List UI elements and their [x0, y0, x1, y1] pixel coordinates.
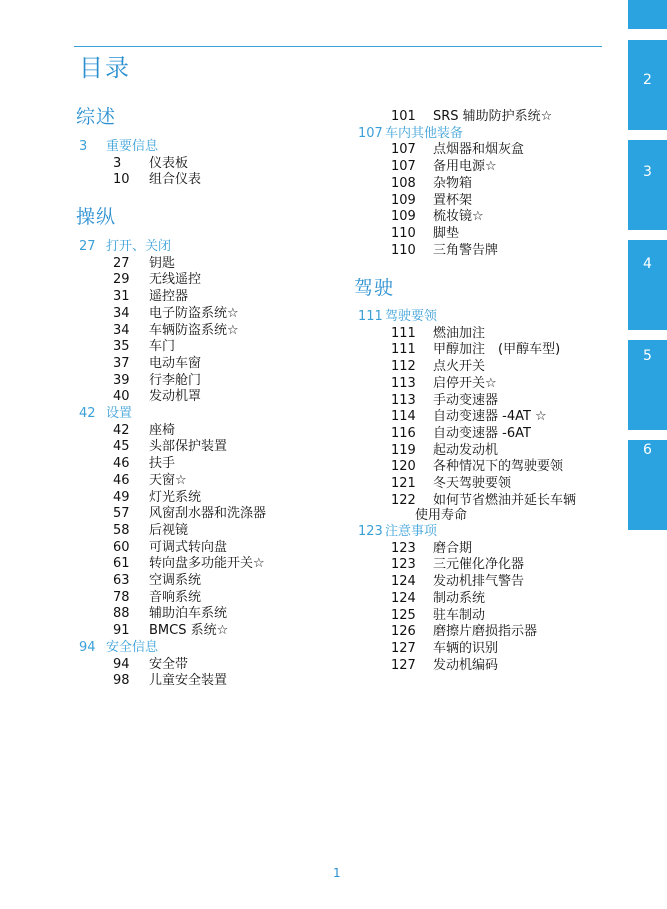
toc-entry[interactable] [391, 574, 524, 590]
toc-entry-text: 扶手 [149, 456, 176, 472]
toc-entry-text: 三元催化净化器 [433, 557, 525, 573]
toc-entry-continuation: 使用寿命 [415, 508, 468, 523]
toc-entry[interactable] [113, 657, 188, 673]
toc-entry[interactable] [391, 658, 498, 674]
toc-entry-text: 重要信息 [106, 139, 159, 154]
toc-entry-text: 灯光系统 [149, 489, 202, 505]
page-number: 1 [333, 866, 341, 880]
toc-entry[interactable] [113, 590, 201, 606]
toc-entry-text: 发动机罩 [149, 389, 202, 405]
toc-entry[interactable] [391, 359, 485, 375]
toc-entry-text: 车辆防盗系统☆ [149, 322, 239, 338]
toc-page-number: 112 [391, 359, 416, 375]
toc-entry-text: 遥控器 [149, 289, 189, 305]
toc-entry[interactable] [113, 306, 239, 322]
toc-page-number: 27 [113, 255, 130, 271]
toc-page-number: 127 [391, 657, 416, 673]
toc-entry-text: 天窗☆ [149, 472, 187, 488]
toc-page-number: 107 [391, 142, 416, 158]
toc-entry[interactable] [113, 172, 201, 188]
chapter-tab-2[interactable] [628, 40, 667, 130]
toc-page-number: 107 [391, 159, 416, 175]
toc-entry[interactable] [113, 540, 227, 556]
toc-category[interactable] [358, 524, 437, 540]
toc-entry-text: 车内其他装备 [385, 125, 464, 141]
toc-page-number: 58 [113, 522, 130, 538]
toc-entry[interactable] [391, 541, 472, 557]
toc-entry-text: 磨合期 [433, 540, 473, 556]
toc-page-number: 37 [113, 355, 130, 371]
toc-entry[interactable] [113, 606, 227, 622]
toc-entry-text: 组合仪表 [149, 172, 202, 188]
toc-page-number: 91 [113, 623, 130, 639]
chapter-tab-label: 6 [643, 442, 652, 458]
toc-entry[interactable] [113, 156, 188, 172]
toc-entry[interactable] [113, 272, 201, 288]
toc-page-number: 124 [391, 590, 416, 606]
toc-entry-text: 仪表板 [149, 155, 189, 171]
toc-entry-text: 无线遥控 [149, 272, 202, 288]
toc-page-number: 27 [79, 239, 96, 254]
toc-entry-text: 各种情况下的驾驶要领 [433, 459, 564, 475]
toc-entry[interactable] [391, 459, 563, 475]
toc-entry-text: 冬天驾驶要领 [433, 476, 512, 491]
toc-entry-text: 安全带 [149, 656, 189, 672]
toc-page-number: 110 [391, 242, 416, 258]
toc-entry-text: 点火开关 [433, 359, 486, 375]
toc-page-number: 101 [391, 109, 416, 124]
toc-entry-text: 手动变速器 [433, 392, 499, 408]
toc-entry[interactable] [391, 326, 485, 342]
side-tab-header [628, 0, 667, 29]
chapter-tab-label: 2 [643, 72, 652, 88]
toc-entry-text: 三角警告牌 [433, 242, 499, 258]
toc-entry-text: 杂物箱 [433, 175, 473, 191]
toc-entry-text: 风窗刮水器和洗涤器 [149, 506, 267, 522]
toc-page-number: 60 [113, 539, 130, 555]
toc-category[interactable] [358, 309, 437, 325]
toc-page-number: 120 [391, 459, 416, 475]
toc-entry-text: 车辆的识别 [433, 640, 499, 656]
section-heading-driving: 驾驶 [354, 277, 395, 299]
toc-entry[interactable] [113, 423, 175, 439]
toc-entry-text: 行李舱门 [149, 372, 202, 388]
toc-entry[interactable] [113, 356, 201, 372]
toc-page-number: 63 [113, 573, 130, 588]
toc-category[interactable] [79, 239, 171, 255]
toc-entry-text: 设置 [106, 406, 133, 421]
toc-page-number: 107 [358, 125, 383, 141]
header-rule [74, 46, 602, 47]
toc-page-number: 61 [113, 556, 130, 572]
toc-entry[interactable] [113, 289, 188, 305]
toc-entry[interactable] [391, 476, 511, 492]
toc-page-number: 109 [391, 209, 416, 225]
toc-entry-text: 甲醇加注 (甲醇车型) [433, 342, 561, 358]
toc-entry-text: 音响系统 [149, 589, 202, 605]
toc-page-number: 108 [391, 175, 416, 191]
page-title: 目录 [79, 54, 131, 82]
chapter-tab-label: 4 [643, 256, 652, 272]
toc-entry[interactable] [113, 439, 227, 455]
toc-entry-text: 如何节省燃油并延长车辆 [433, 492, 577, 508]
toc-page-number: 88 [113, 606, 130, 622]
toc-entry[interactable] [391, 426, 531, 442]
section-heading-operation: 操纵 [76, 206, 117, 228]
chapter-tab-label: 3 [643, 164, 652, 180]
toc-page-number: 78 [113, 589, 130, 605]
toc-entry-text: 驾驶要领 [385, 309, 438, 324]
toc-entry-text: SRS 辅助防护系统☆ [433, 109, 553, 124]
chapter-tab-label: 5 [643, 348, 652, 364]
toc-entry[interactable] [391, 226, 459, 242]
toc-entry-text: 座椅 [149, 422, 176, 438]
toc-page-number: 42 [79, 406, 96, 421]
toc-entry-text: 发动机排气警告 [433, 574, 525, 590]
toc-entry[interactable] [391, 159, 497, 175]
toc-page-number: 45 [113, 439, 130, 455]
toc-page-number: 39 [113, 372, 130, 388]
toc-page-number: 94 [79, 639, 96, 655]
toc-entry[interactable] [391, 176, 472, 192]
toc-entry[interactable] [391, 641, 498, 657]
toc-entry[interactable] [391, 591, 485, 607]
toc-page-number: 57 [113, 506, 130, 522]
toc-entry[interactable] [391, 243, 498, 259]
toc-category[interactable] [358, 126, 463, 142]
toc-page-number: 113 [391, 375, 416, 391]
toc-page-number: 3 [79, 139, 88, 154]
toc-entry[interactable] [391, 109, 552, 125]
toc-entry[interactable] [113, 573, 201, 589]
toc-entry-text: 钥匙 [149, 255, 176, 271]
toc-entry-text: 打开、关闭 [106, 239, 172, 254]
toc-entry[interactable] [113, 556, 265, 572]
toc-entry-text: 制动系统 [433, 590, 486, 606]
toc-entry-text: 后视镜 [149, 522, 189, 538]
toc-entry-text: 梳妆镜☆ [433, 209, 484, 225]
toc-entry[interactable] [113, 673, 227, 689]
toc-entry-text: 点烟器和烟灰盒 [433, 142, 525, 158]
toc-page-number: 94 [113, 656, 130, 672]
toc-entry-text: 电动车窗 [149, 355, 202, 371]
toc-page-number: 29 [113, 272, 130, 288]
toc-entry-text: 车门 [149, 339, 176, 355]
chapter-tab-5[interactable] [628, 340, 667, 430]
toc-entry-text: 燃油加注 [433, 325, 486, 341]
toc-page-number: 49 [113, 489, 130, 505]
toc-entry[interactable] [113, 339, 175, 355]
chapter-tab-4[interactable] [628, 240, 667, 330]
toc-entry-text: 磨擦片磨损指示器 [433, 624, 538, 640]
toc-entry[interactable] [113, 323, 239, 339]
toc-category[interactable] [79, 139, 158, 155]
toc-page-number: 111 [391, 325, 416, 341]
toc-entry[interactable] [391, 342, 560, 358]
toc-entry[interactable] [113, 256, 175, 272]
toc-page-number: 124 [391, 574, 416, 590]
toc-entry[interactable] [391, 443, 498, 459]
toc-entry[interactable] [391, 193, 472, 209]
toc-entry-text: 可调式转向盘 [149, 539, 228, 555]
toc-page-number: 116 [391, 425, 416, 441]
toc-entry[interactable] [113, 523, 188, 539]
toc-entry[interactable] [391, 624, 537, 640]
toc-entry-text: 儿童安全装置 [149, 673, 228, 689]
toc-entry[interactable] [391, 376, 497, 392]
toc-page-number: 42 [113, 422, 130, 438]
toc-entry[interactable] [113, 623, 228, 639]
toc-page-number: 98 [113, 673, 130, 689]
toc-page-number: 10 [113, 172, 130, 188]
toc-entry-text: 脚垫 [433, 225, 460, 241]
toc-entry-text: 电子防盗系统☆ [149, 305, 239, 321]
toc-page-number: 111 [391, 342, 416, 358]
toc-entry-text: 注意事项 [385, 524, 438, 539]
toc-page-number: 122 [391, 492, 416, 508]
toc-entry-text: 驻车制动 [433, 607, 486, 623]
toc-entry[interactable] [113, 473, 187, 489]
toc-entry-text: 自动变速器 -4AT ☆ [433, 409, 547, 425]
toc-entry[interactable] [391, 409, 547, 425]
toc-entry-text: 安全信息 [106, 639, 159, 655]
toc-entry[interactable] [391, 493, 576, 509]
section-heading-overview: 综述 [76, 106, 117, 128]
toc-page-number: 109 [391, 192, 416, 208]
toc-page-number: 34 [113, 322, 130, 338]
toc-entry[interactable] [391, 142, 524, 158]
toc-page-number: 46 [113, 456, 130, 472]
chapter-tab-6[interactable] [628, 440, 667, 530]
toc-page-number: 111 [358, 309, 383, 324]
toc-entry[interactable] [391, 393, 498, 409]
toc-entry[interactable] [391, 209, 484, 225]
toc-entry-text: 自动变速器 -6AT [433, 425, 531, 441]
toc-page-number: 125 [391, 607, 416, 623]
toc-page-number: 121 [391, 476, 416, 491]
toc-entry-text: 置杯架 [433, 192, 473, 208]
toc-entry[interactable] [113, 490, 201, 506]
toc-page-number: 31 [113, 289, 130, 305]
toc-entry[interactable] [113, 389, 201, 405]
toc-page-number: 114 [391, 409, 416, 425]
toc-page-number: 123 [391, 557, 416, 573]
toc-page-number: 127 [391, 640, 416, 656]
toc-entry[interactable] [391, 557, 524, 573]
toc-entry[interactable] [113, 506, 266, 522]
toc-entry-text: 启停开关☆ [433, 375, 497, 391]
toc-entry-text: BMCS 系统☆ [149, 623, 229, 639]
toc-entry-text: 转向盘多功能开关☆ [149, 556, 265, 572]
toc-entry-text: 辅助泊车系统 [149, 606, 228, 622]
toc-page-number: 40 [113, 389, 130, 405]
toc-page-number: 113 [391, 392, 416, 408]
toc-entry-text: 空调系统 [149, 573, 202, 588]
toc-page-number: 3 [113, 155, 122, 171]
toc-entry[interactable] [113, 373, 201, 389]
toc-category[interactable] [79, 406, 132, 422]
toc-page-number: 46 [113, 472, 130, 488]
toc-entry[interactable] [113, 456, 175, 472]
toc-page-number: 34 [113, 305, 130, 321]
chapter-tab-3[interactable] [628, 140, 667, 230]
toc-page-number: 35 [113, 339, 130, 355]
toc-entry-text: 头部保护装置 [149, 439, 228, 455]
toc-page-number: 126 [391, 624, 416, 640]
toc-entry[interactable] [391, 608, 485, 624]
toc-entry-text: 起动发动机 [433, 442, 499, 458]
toc-category[interactable] [79, 640, 158, 656]
toc-page-number: 123 [391, 540, 416, 556]
toc-page-number: 119 [391, 442, 416, 458]
toc-page-number: 110 [391, 225, 416, 241]
toc-entry-text: 备用电源☆ [433, 159, 497, 175]
toc-page-number: 123 [358, 524, 383, 539]
toc-entry-text: 发动机编码 [433, 657, 499, 673]
